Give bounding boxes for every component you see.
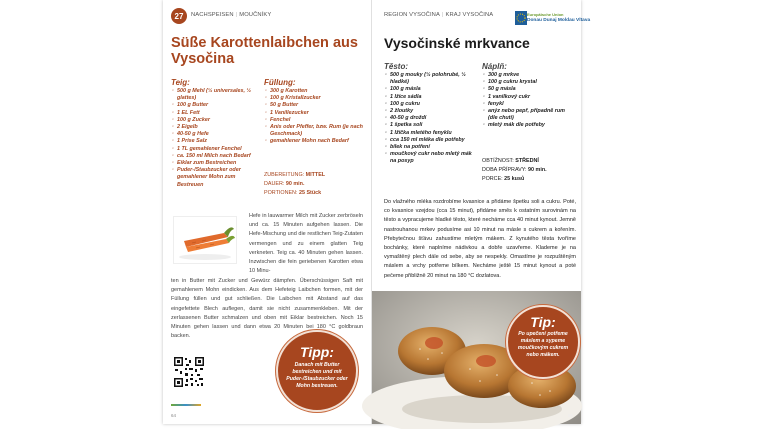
ingredient: · Puder-/Staubzucker oder gemahlener Mohn zum Bestreuen — [171, 167, 263, 189]
color-bar — [171, 404, 201, 406]
header-section: NACHSPEISEN — [191, 12, 234, 18]
filling-ingredient-list — [482, 72, 576, 130]
logo-line-1: Europäische Union — [527, 12, 564, 17]
method-text-top: Hefe in lauwarmer Milch mit Zucker zerbröseln und ca. 15 Minuten aufgehen lassen. Die Hefe-Mischung und die restlichen Teig-Zutaten vermengen und zu einem glatten Teig verkneten. Teig ca. 40 Minuten gehen lassen. Inzwischen die fein geriebenen Karotten etwa 10 Minu- — [249, 213, 363, 275]
ingredient: · 500 g mouky (½ polohrubé, ½ hladké) — [384, 72, 478, 86]
folio: 64 — [171, 413, 177, 418]
ingredient: · fenykl — [482, 101, 576, 108]
meta-label: PORCE: — [482, 176, 503, 182]
method-text-bottom: ten in Butter mit Zucker und Gewürz dämpfen. Überschüssigen Saft mit gemahlenem Mohn eindicken. Aus dem Hefeteig Laibchen formen, mit der Füllung füllen und gut schließen. Die Laibchen mit Abstand auf das eingefettete Blech auflegen, damit sie nicht zusammenkleben. Mit der zerlassenen Butter schmalzen und oben mit Eiklar bestreichen. Noch 15 Minuten gehen lassen und dann etwa 20 Minuten bei 180 °C goldbraun backen. — [171, 278, 363, 340]
magazine-spread — [163, 0, 591, 424]
running-header: REGION VYSOČINA | KRAJ VYSOČINA — [384, 12, 494, 18]
header-subsection: KRAJ VYSOČINA — [445, 12, 494, 18]
header-subsection: MOUČNÍKY — [239, 12, 272, 18]
ingredient: · Anis oder Pfeffer, bzw. Rum (je nach Geschmack) — [264, 124, 364, 138]
ingredient: · 100 g cukru — [384, 101, 478, 108]
tip-text: Po upečení potřeme máslem a sypeme moučkovým cukrem nebo mákem. — [517, 331, 569, 358]
qr-code[interactable] — [173, 356, 205, 388]
ingredient: · 100 g másla — [384, 86, 478, 93]
ingredient: · 1 vanilkový cukr — [482, 94, 576, 101]
ingredient: · mletý mák dle potřeby — [482, 122, 576, 129]
recipe-title: Süße Karottenlaibchen aus Vysočina — [171, 35, 358, 67]
tip-text: Danach mit Butter bestreichen und mit Puder-/Staubzucker oder Mohn bestreuen. — [286, 362, 348, 389]
tip-heading: Tip: — [530, 314, 556, 330]
folio: 65 — [567, 413, 573, 418]
ingredient: · anýz nebo pepř, případně rum (dle chuti) — [482, 108, 576, 122]
meta-label: PORTIONEN: — [264, 190, 298, 196]
tip-heading: Tipp: — [300, 344, 334, 360]
portions-value: 25 kusů — [504, 176, 525, 182]
ingredient: · 100 g Zucker — [171, 117, 263, 124]
meta-label: DOBA PŘÍPRAVY: — [482, 167, 527, 173]
logo-line-2: Donau Dunaj Moldau Vltava — [527, 18, 591, 23]
ingredient: · 1 Vanillezucker — [264, 110, 364, 117]
time-value: 90 min. — [528, 167, 547, 173]
ingredient: · 1 lžíce sádla — [384, 94, 478, 101]
recipe-title: Vysočinské mrkvance — [384, 35, 530, 51]
ingredient: · 50 g Butter — [264, 102, 364, 109]
ingredient: · Fenchel — [264, 117, 364, 124]
ingredient: · 40-50 g Hefe — [171, 131, 263, 138]
ingredient: · 1 špetka soli — [384, 122, 478, 129]
ingredient: · moučkový cukr nebo mletý mák na posyp — [384, 151, 478, 165]
ingredient: · 1 TL gemahlener Fenchel — [171, 146, 263, 153]
tip-badge — [506, 305, 580, 379]
ingredient: · 1 Prise Salz — [171, 138, 263, 145]
ingredient: · cca 150 ml mléka dle potřeby — [384, 137, 478, 144]
dough-ingredient-list — [384, 72, 478, 166]
ingredient: · 50 g másla — [482, 86, 576, 93]
dough-heading: Těsto: — [384, 62, 408, 71]
method-text: Do vlažného mléka rozdrobíme kvasnice a přidáme špetku soli a cukru. Poté, co kvasnice vzejdou (cca 15 minut), přidáme směs k ostatním surovinám na těsto a vypracujeme hladké těsto, které necháme cca 40 minut kynout. Jemně nastrouhanou mrkev podusíme asi 10 minut na másle s cukrem a kořením. Přebytečnou šťávu zahustíme mletým mákem. Z kynutého těsta tvoříme bochánky, které naplníme nádivkou a dobře uzavřeme. Klademe je na vymaštěný plech dále od sebe, aby se nespekly. Omastíme je rozpuštěným máslem a vrchy potřeme bílkem. Necháme ještě 15 minut kynout a poté pečeme přibližně 20 minut na 180 °C dozlatova. — [384, 199, 576, 279]
filling-heading: Füllung: — [264, 78, 296, 87]
portions-value: 25 Stück — [298, 190, 322, 196]
ingredient: · bílek na potření — [384, 144, 478, 151]
ingredient: · 100 g cukru krystal — [482, 79, 576, 86]
meta-label: ZUBEREITUNG: — [264, 172, 305, 178]
ingredient: · 2 Eigelb — [171, 124, 263, 131]
left-page — [163, 0, 372, 424]
ingredient: · 2 žloutky — [384, 108, 478, 115]
ingredient: · 300 g Karotten — [264, 88, 364, 95]
dough-ingredient-list — [171, 88, 263, 189]
ingredient: · 100 g Butter — [171, 102, 263, 109]
ingredient: · Eiklar zum Bestreichen — [171, 160, 263, 167]
page-number-badge: 27 — [171, 8, 187, 24]
recipe-meta — [264, 171, 325, 198]
program-logo — [515, 10, 591, 26]
filling-heading: Náplň: — [482, 62, 507, 71]
difficulty-value: STŘEDNÍ — [515, 158, 539, 164]
ingredient: · 100 g Kristallzucker — [264, 95, 364, 102]
running-header: NACHSPEISEN | MOUČNÍKY — [191, 12, 272, 18]
tip-badge — [276, 330, 358, 412]
header-section: REGION VYSOČINA — [384, 12, 440, 18]
dough-heading: Teig: — [171, 78, 190, 87]
ingredient: · gemahlener Mohn nach Bedarf — [264, 138, 364, 145]
ingredient: · 1 EL Fett — [171, 110, 263, 117]
meta-label: DAUER: — [264, 181, 285, 187]
ingredient: · 1 lžička mletého fenyklu — [384, 130, 478, 137]
time-value: 90 min. — [285, 181, 305, 187]
difficulty-value: MITTEL — [305, 172, 326, 178]
carrot-photo — [173, 216, 237, 264]
ingredient: · 300 g mrkve — [482, 72, 576, 79]
right-page — [372, 0, 591, 424]
ingredient: · 500 g Mehl (½ universales, ½ glattes) — [171, 88, 263, 102]
ingredient: · ca. 150 ml Milch nach Bedarf — [171, 153, 263, 160]
ingredient: · 40-50 g droždí — [384, 115, 478, 122]
recipe-meta — [482, 157, 547, 184]
filling-ingredient-list — [264, 88, 364, 146]
meta-label: OBTÍŽNOST: — [482, 158, 514, 164]
